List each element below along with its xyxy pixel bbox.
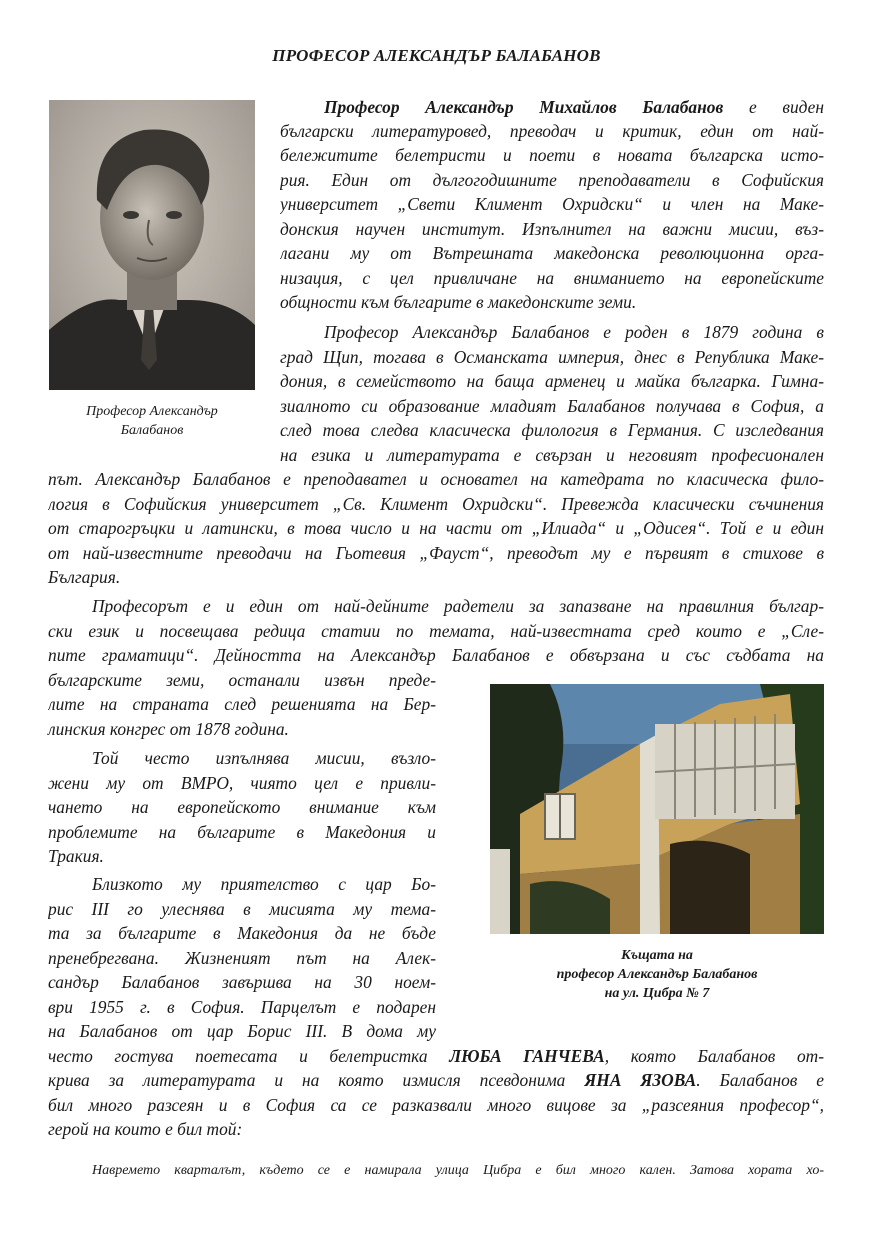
text-span: крива за литературата и на която измисля псевдонима: [48, 1070, 585, 1090]
page-title: ПРОФЕСОР АЛЕКСАНДЪР БАЛАБАНОВ: [272, 46, 601, 65]
portrait-caption-line: Балабанов: [120, 423, 184, 438]
text-span: . Балабанов е: [696, 1070, 824, 1090]
text-line: бележитите белетристи и поети в новата българска исто-: [280, 145, 824, 165]
text-line: българските земи, останали извън преде-: [48, 670, 436, 690]
house-illustration: [490, 684, 824, 934]
text-line: на Балабанов от цар Борис III. В дома му: [48, 1021, 436, 1041]
text-line: пренебрегвана. Жизненият път на Алек-: [48, 948, 436, 968]
house-caption-line: на ул. Цибра № 7: [604, 986, 710, 1001]
text-line: герой на които е бил той:: [48, 1119, 243, 1139]
text-line: низация, с цел привличане на вниманието на европейските: [280, 268, 824, 288]
text-line: лите на страната след решенията на Бер-: [48, 694, 436, 714]
text-line: зиалното си образование младият Балабанов получава в София, а: [280, 396, 824, 416]
bold-name: ЯНА ЯЗОВА: [584, 1070, 697, 1090]
text-line: чането на европейското внимание към: [48, 797, 436, 817]
text-line: та за българите в Македония да не бъде: [48, 923, 436, 943]
text-span: , която Балабанов от-: [604, 1046, 824, 1066]
house-caption-line: Къщата на: [621, 948, 693, 963]
portrait-caption-line: Професор Александър: [86, 404, 218, 419]
house-photo: [490, 684, 824, 934]
text-line: [324, 96, 824, 118]
text-line: град Щип, тогава в Османската империя, днес в Република Маке-: [280, 347, 824, 367]
text-line: Тракия.: [48, 846, 104, 866]
text-line: Той често изпълнява мисии, възло-: [92, 748, 436, 768]
text-line: ски език и посвещава редица статии по темата, най-известната сред които е „Сле-: [48, 621, 824, 641]
text-line: логия в Софийския университет „Св. Климент Охридски“. Превежда класически съчинения: [48, 494, 824, 514]
text-line: след това следва класическа филология в Германия. С изследвания: [280, 420, 824, 440]
text-line: ври 1955 г. в София. Парцелът е подарен: [48, 997, 436, 1017]
text-line: общности към българите в македонските земи.: [280, 292, 637, 312]
text-line: дония, в семейството на баща арменец и майка българка. Гимна-: [280, 371, 824, 391]
portrait-illustration: [49, 100, 255, 390]
text-line: от най-известните преводачи на Гьотевия „Фауст“, преводът му е първият в стихове в: [48, 543, 824, 563]
bold-name: ЛЮБА ГАНЧЕВА: [449, 1046, 605, 1066]
text-line: на езика и литературата е свързан и неговият професионален: [280, 445, 824, 465]
text-line: български литературовед, преводач и критик, един от най-: [280, 121, 824, 141]
text-line: проблемите на българите в Македония и: [48, 822, 436, 842]
text-line: рия. Един от дългогодишните преподаватели в Софийския: [280, 170, 824, 190]
text-line: България.: [48, 567, 121, 587]
text-span: често гостува поетесата и белетристка: [48, 1046, 450, 1066]
text-line: донския научен институт. Изпълнител на важни мисии, въз-: [280, 219, 824, 239]
text-line: линския конгрес от 1878 година.: [48, 719, 289, 739]
text-line: Професор Александър Балабанов е роден в 1879 година в: [324, 322, 824, 342]
text-line: [48, 1069, 824, 1091]
anecdote-line: Навремето кварталът, където се е намирала улица Цибра е бил много кален. Затова хората хо-: [92, 1163, 824, 1178]
text-line: бил много разсеян и в София са се разказвали много вицове за „разсеяния професор“,: [48, 1095, 824, 1115]
text-line: Професорът е и един от най-дейните радетели за запазване на правилния българ-: [92, 596, 824, 616]
text-line: рис III го улеснява в мисията му тема-: [48, 899, 436, 919]
text-line: Близкото му приятелство с цар Бо-: [92, 874, 436, 894]
text-span: е виден: [723, 97, 824, 117]
text-line: от старогръцки и латински, в това число и на части от „Илиада“ и „Одисея“. Той е и един: [48, 518, 824, 538]
house-caption-line: професор Александър Балабанов: [556, 967, 758, 982]
portrait-caption: [49, 402, 255, 440]
lead-name: Професор Александър Михайлов Балабанов: [324, 97, 724, 117]
text-line: пите граматици“. Дейността на Александър Балабанов е обвързана и със съдбата на: [48, 645, 824, 665]
text-line: [48, 1045, 824, 1067]
portrait-photo: [49, 100, 255, 390]
text-line: университет „Свети Климент Охридски“ и член на Маке-: [280, 194, 824, 214]
text-line: лагани му от Вътрешната македонска революционна орга-: [280, 243, 824, 263]
text-line: път. Александър Балабанов е преподавател и основател на катедрата по класическа фило-: [48, 469, 824, 489]
text-line: жени му от ВМРО, чиято цел е привли-: [48, 773, 436, 793]
text-line: сандър Балабанов завършва на 30 ноем-: [48, 972, 436, 992]
house-caption: [490, 946, 824, 1003]
